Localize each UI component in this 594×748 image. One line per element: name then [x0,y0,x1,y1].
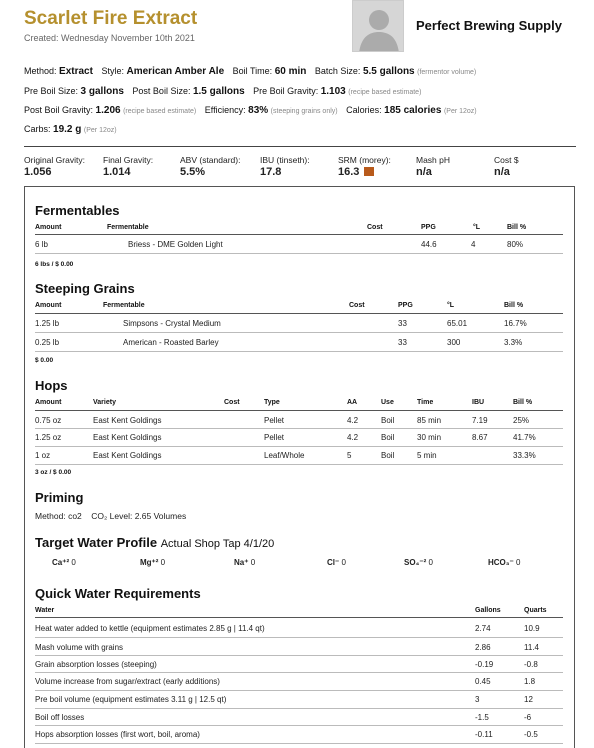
table-cell: 2.74 [475,624,491,633]
table-rule [35,725,563,726]
table-rule [35,743,563,744]
col-header: Quarts [524,607,547,614]
col-header: PPG [398,302,413,309]
table-cell: -0.19 [475,660,494,669]
table-cell: 0.25 lb [35,338,60,347]
fermentables-total: 6 lbs / $ 0.00 [35,261,74,268]
stats-divider [24,146,576,147]
table-cell: 8.67 [472,433,488,442]
table-cell: -0.8 [524,660,538,669]
stat-mash-ph: Mash pH n/a [416,155,451,178]
col-header: Fermentable [107,224,149,231]
table-cell: Simpsons - Crystal Medium [123,319,221,328]
table-cell: 12 [524,695,533,704]
table-cell: 0.75 oz [35,416,62,425]
stat-abv: ABV (standard): 5.5% [180,155,241,178]
ion-na: Na⁺ 0 [234,558,256,567]
table-rule [35,351,563,352]
table-cell: Hops absorption losses (first wort, boil, aroma) [35,730,200,739]
table-rule [35,234,563,235]
table-rule [35,410,563,411]
col-header: Cost [367,224,383,231]
table-cell: Boil [381,451,395,460]
table-cell: 11.4 [524,643,539,652]
col-header: Use [381,399,394,406]
col-header: °L [473,224,481,231]
table-rule [35,690,563,691]
col-header: Cost [224,399,240,406]
table-cell: Pellet [264,433,285,442]
info-line-4: Carbs: 19.2 g (Per 12oz) [24,124,117,135]
table-rule [35,672,563,673]
col-header: Amount [35,224,62,231]
table-rule [35,655,563,656]
table-cell: 5 min [417,451,437,460]
water-profile-title: Target Water Profile Actual Shop Tap 4/1/20 [35,535,275,550]
table-cell: 7.19 [472,416,488,425]
created-date: Created: Wednesday November 10th 2021 [24,33,195,43]
table-cell: 33 [398,338,407,347]
table-cell: 1 oz [35,451,51,460]
table-cell: 4 [471,240,476,249]
table-cell: 44.6 [421,240,437,249]
table-cell: Grain absorption losses (steeping) [35,660,157,669]
srm-color-swatch [364,167,374,176]
col-header: Amount [35,302,62,309]
table-cell: 10.9 [524,624,540,633]
table-cell: -0.11 [475,730,493,739]
table-cell: Briess - DME Golden Light [128,240,223,249]
ion-so4: SO₄⁻² 0 [404,558,433,567]
col-header: PPG [421,224,436,231]
table-cell: East Kent Goldings [93,416,162,425]
table-cell: Boil [381,416,395,425]
table-rule [35,253,563,254]
fermentables-title: Fermentables [35,203,120,218]
col-header: Bill % [504,302,524,309]
water-req-title: Quick Water Requirements [35,586,201,601]
col-header: Gallons [475,607,501,614]
priming-details: Method: co2 CO₂ Level: 2.65 Volumes [35,511,187,521]
col-header: IBU [472,399,485,406]
table-cell: 2.86 [475,643,491,652]
table-cell: 33.3% [513,451,536,460]
table-cell: 16.7% [504,319,527,328]
table-cell: 5 [347,451,352,460]
table-rule [35,428,563,429]
recipe-photo-placeholder [352,0,404,52]
table-cell: 25% [513,416,530,425]
table-cell: Heat water added to kettle (equipment estimates 2.85 g | 11.4 qt) [35,624,265,633]
col-header: Cost [349,302,365,309]
table-cell: 3.3% [504,338,523,347]
ion-cl: Cl⁻ 0 [327,558,346,567]
table-rule [35,332,563,333]
stat-fg: Final Gravity: 1.014 [103,155,154,178]
table-cell: Volume increase from sugar/extract (early additions) [35,677,220,686]
table-rule [35,637,563,638]
table-rule [35,708,563,709]
table-cell: East Kent Goldings [93,451,162,460]
hops-total: 3 oz / $ 0.00 [35,469,72,476]
table-cell: 1.8 [524,677,536,686]
recipe-title: Scarlet Fire Extract [24,8,198,29]
col-header: Amount [35,399,62,406]
table-rule [35,464,563,465]
ion-mg: Mg⁺² 0 [140,558,166,567]
steeping-total: $ 0.00 [35,357,54,364]
info-line-1: Method: Extract Style: American Amber Ale Boil Time: 60 min Batch Size: 5.5 gallons (fermentor volume) [24,66,477,77]
stat-ibu: IBU (tinseth): 17.8 [260,155,310,178]
table-cell: 85 min [417,416,442,425]
table-cell: 300 [447,338,461,347]
col-header: Bill % [513,399,533,406]
ion-ca: Ca⁺² 0 [52,558,76,567]
table-cell: 3 [475,695,480,704]
stat-cost: Cost $ n/a [494,155,519,178]
table-rule [35,617,563,618]
table-cell: Leaf/Whole [264,451,305,460]
col-header: Time [417,399,434,406]
table-rule [35,313,563,314]
ion-hco3: HCO₃⁻ 0 [488,558,521,567]
table-cell: 33 [398,319,407,328]
col-header: Variety [93,399,116,406]
table-cell: 1.25 lb [35,319,60,328]
table-cell: -1.5 [475,713,489,722]
priming-title: Priming [35,490,84,505]
table-cell: 65.01 [447,319,468,328]
table-cell: Pre boil volume (equipment estimates 3.11 g | 12.5 qt) [35,695,227,704]
col-header: Bill % [507,224,527,231]
table-cell: 80% [507,240,524,249]
table-cell: -0.5 [524,730,538,739]
table-cell: Pellet [264,416,285,425]
table-cell: East Kent Goldings [93,433,162,442]
table-cell: Boil off losses [35,713,85,722]
table-cell: 1.25 oz [35,433,62,442]
table-cell: 41.7% [513,433,536,442]
col-header: °L [447,302,455,309]
table-cell: -6 [524,713,532,722]
steeping-title: Steeping Grains [35,281,135,296]
table-cell: 30 min [417,433,442,442]
hops-title: Hops [35,378,68,393]
col-header: Water [35,607,55,614]
table-cell: Mash volume with grains [35,643,124,652]
table-cell: American - Roasted Barley [123,338,219,347]
col-header: Type [264,399,280,406]
table-cell: 4.2 [347,433,359,442]
stat-og: Original Gravity: 1.056 [24,155,85,178]
stat-srm: SRM (morey): 16.3 [338,155,391,178]
col-header: Fermentable [103,302,145,309]
user-silhouette-icon [353,1,404,52]
col-header: AA [347,399,358,406]
info-line-2: Pre Boil Size: 3 gallons Post Boil Size: 1.5 gallons Pre Boil Gravity: 1.103 (recipe based estimate) [24,86,422,97]
brand-name: Perfect Brewing Supply [416,18,562,33]
info-line-3: Post Boil Gravity: 1.206 (recipe based estimate) Efficiency: 83% (steeping grains only) Calories: 185 calories (Per 12oz) [24,105,477,116]
table-cell: 6 lb [35,240,48,249]
table-rule [35,446,563,447]
table-cell: 0.45 [475,677,491,686]
table-cell: 4.2 [347,416,359,425]
table-cell: Boil [381,433,395,442]
